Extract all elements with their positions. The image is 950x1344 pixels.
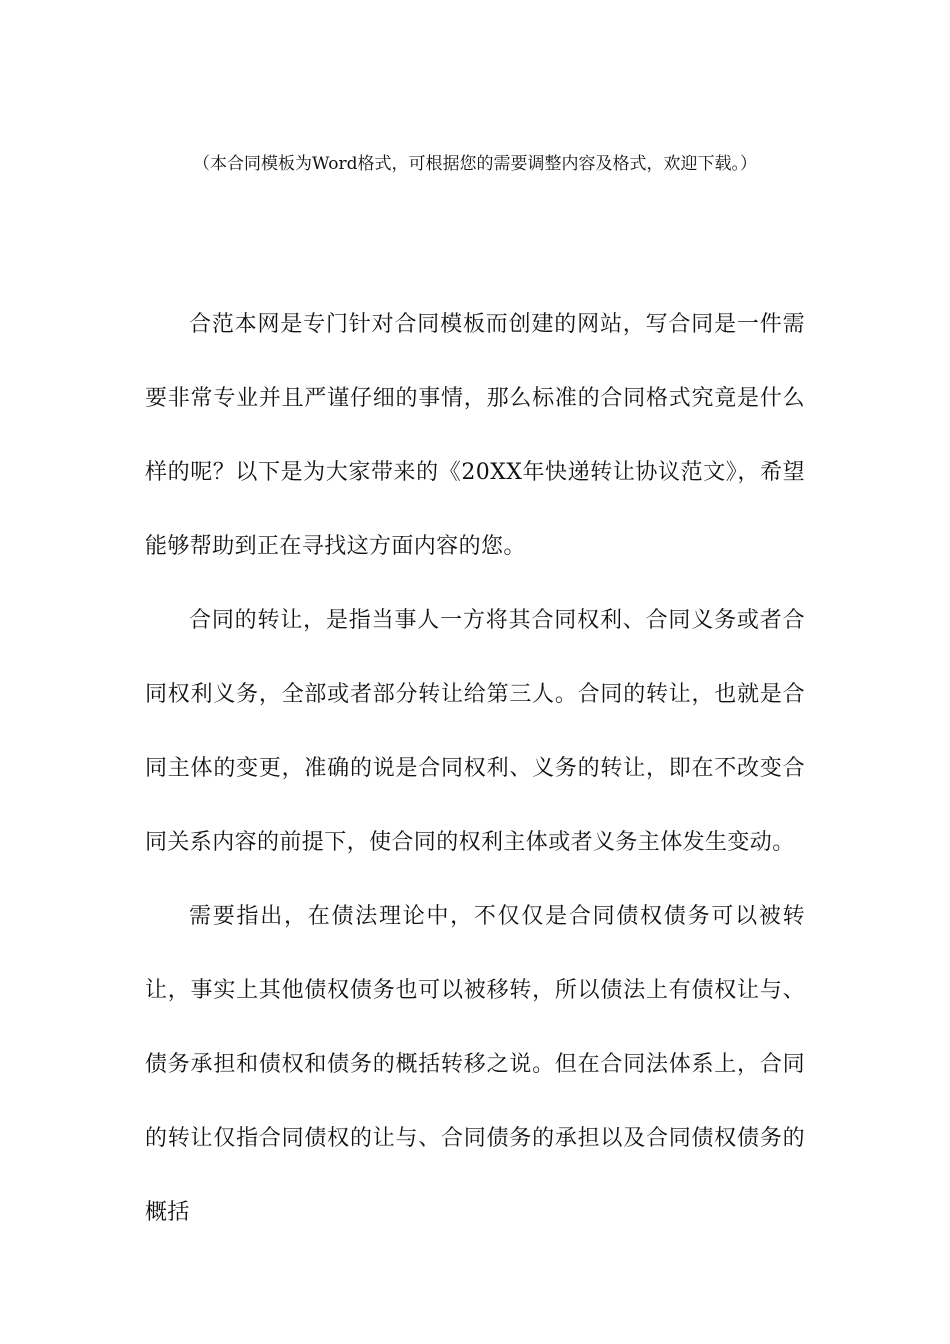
paragraph-contract-transfer-definition: 合同的转让，是指当事人一方将其合同权利、合同义务或者合同权利义务，全部或者部分转让给第三人。合同的转让，也就是合同主体的变更，准确的说是合同权利、义务的转让，即在不改变合同关系内容的前提下，使合同的权利主体或者义务主体发生变动。 bbox=[145, 608, 805, 855]
template-note: （本合同模板为Word格式，可根据您的需要调整内容及格式，欢迎下载。） bbox=[192, 154, 758, 174]
document-body bbox=[145, 288, 805, 1250]
paragraph-intro: 合范本网是专门针对合同模板而创建的网站，写合同是一件需要非常专业并且严谨仔细的事情，那么标准的合同格式究竟是什么样的呢？以下是为大家带来的《20XX年快递转让协议范文》，希望能够帮助到正在寻找这方面内容的您。 bbox=[145, 312, 805, 559]
paragraph-debt-law-theory: 需要指出，在债法理论中，不仅仅是合同债权债务可以被转让，事实上其他债权债务也可以被移转，所以债法上有债权让与、债务承担和债权和债务的概括转移之说。但在合同法体系上，合同的转让仅指合同债权的让与、合同债务的承担以及合同债权债务的概括 bbox=[145, 904, 805, 1225]
